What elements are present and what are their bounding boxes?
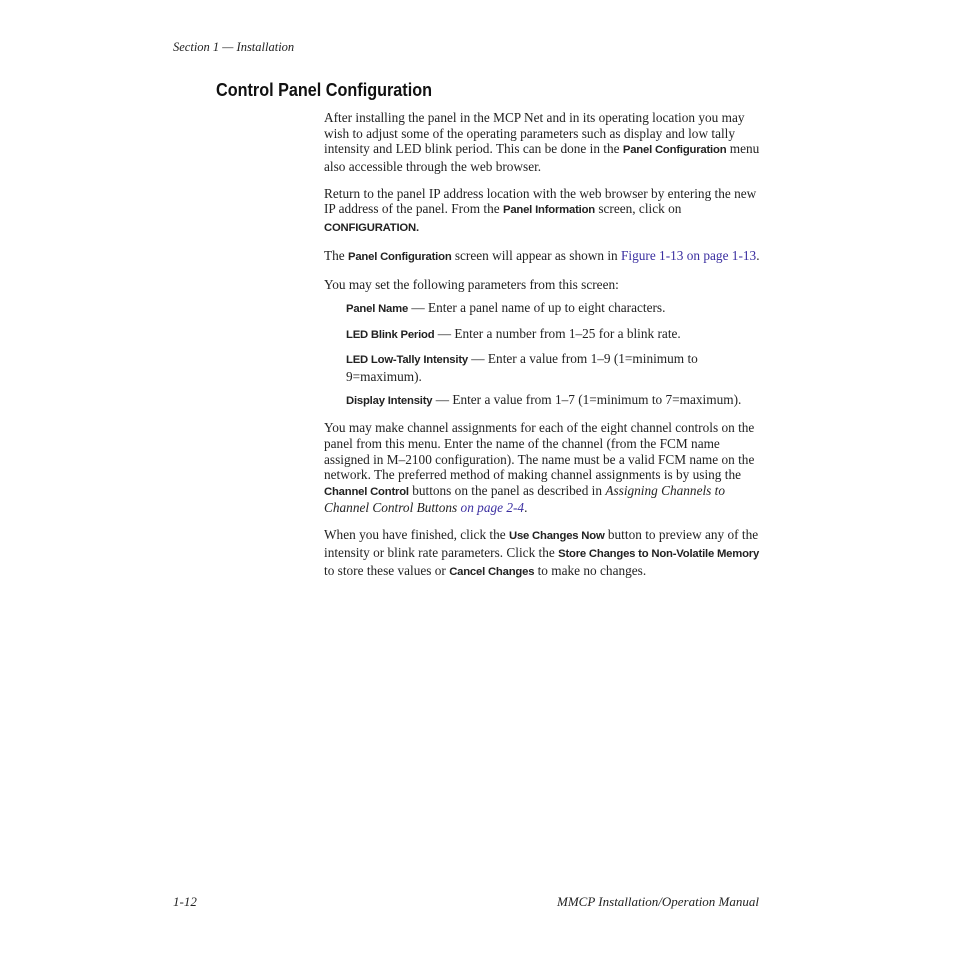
param-name: Display Intensity — [346, 394, 433, 407]
param-item — [346, 351, 762, 384]
use-changes-button-label: Use Changes Now — [509, 530, 605, 543]
screen-name: Panel Configuration — [348, 251, 452, 264]
paragraph-finish — [324, 527, 762, 580]
paragraph-channels — [324, 420, 762, 516]
text: screen will appear as shown in — [451, 248, 622, 264]
text: When you have finished, click the — [324, 527, 509, 543]
text: buttons on the panel as described in — [408, 482, 606, 498]
text: menu also accessible through the web browser. — [324, 141, 760, 174]
param-desc: — Enter a panel name of up to eight characters. — [408, 300, 666, 316]
screen-name: Panel Information — [502, 204, 595, 217]
store-changes-button-label: Store Changes to Non-Volatile Memory — [558, 548, 760, 561]
text: You may make channel assignments for each of the eight channel controls on the panel from this menu. Enter the name of the channel (from the FCM name assigned in M–2100 configuration). The name must be a valid FCM name on the network. The preferred method of making channel assignments is by using the — [324, 420, 755, 483]
parameter-list — [346, 300, 762, 409]
figure-link[interactable]: Figure 1-13 on page 1-13 — [621, 248, 757, 264]
text: Return to the panel IP address location with the web browser by entering the new IP address of the panel. From the — [324, 185, 757, 217]
cancel-changes-button-label: Cancel Changes — [449, 565, 535, 578]
text: button to preview any of the intensity or blink rate parameters. Click the — [324, 527, 759, 561]
param-item — [346, 392, 762, 410]
section-reference: Assigning Channels to Channel Control Buttons — [324, 482, 726, 516]
param-item — [346, 326, 762, 344]
menu-name: Panel Configuration — [622, 144, 727, 157]
body-text — [324, 110, 762, 592]
param-name: Panel Name — [346, 303, 409, 316]
param-name: LED Low-Tally Intensity — [346, 353, 468, 366]
manual-title: MMCP Installation/Operation Manual — [557, 894, 759, 909]
paragraph-screen — [324, 248, 762, 266]
control-name: Channel Control — [324, 485, 409, 498]
param-item — [346, 300, 762, 318]
section-title: Control Panel Configuration — [216, 80, 432, 100]
text: to store these values or — [324, 562, 450, 578]
param-desc: — Enter a value from 1–9 (1=minimum to 9=maximum). — [346, 350, 698, 384]
param-name: LED Blink Period — [346, 328, 435, 341]
running-header: Section 1 — Installation — [173, 40, 295, 54]
text: screen, click on — [595, 201, 682, 217]
page-link[interactable]: on page 2-4 — [457, 500, 525, 516]
text: . — [524, 500, 528, 516]
text: After installing the panel in the MCP Net and in its operating location you may wish to adjust some of the operating parameters such as display and low tally intensity and LED blink period. This can be done in the — [324, 110, 745, 157]
text: to make no changes. — [534, 562, 647, 578]
paragraph-params-intro: You may set the following parameters from this screen: — [324, 277, 619, 293]
configuration-button-label: CONFIGURATION. — [324, 222, 419, 235]
param-desc: — Enter a number from 1–25 for a blink rate. — [434, 325, 681, 341]
text: The — [324, 248, 348, 264]
text: . — [756, 248, 760, 264]
paragraph-intro — [324, 110, 762, 174]
page-number: 1-12 — [173, 894, 197, 909]
paragraph-return — [324, 186, 762, 237]
param-desc: — Enter a value from 1–7 (1=minimum to 7=maximum). — [432, 391, 742, 407]
